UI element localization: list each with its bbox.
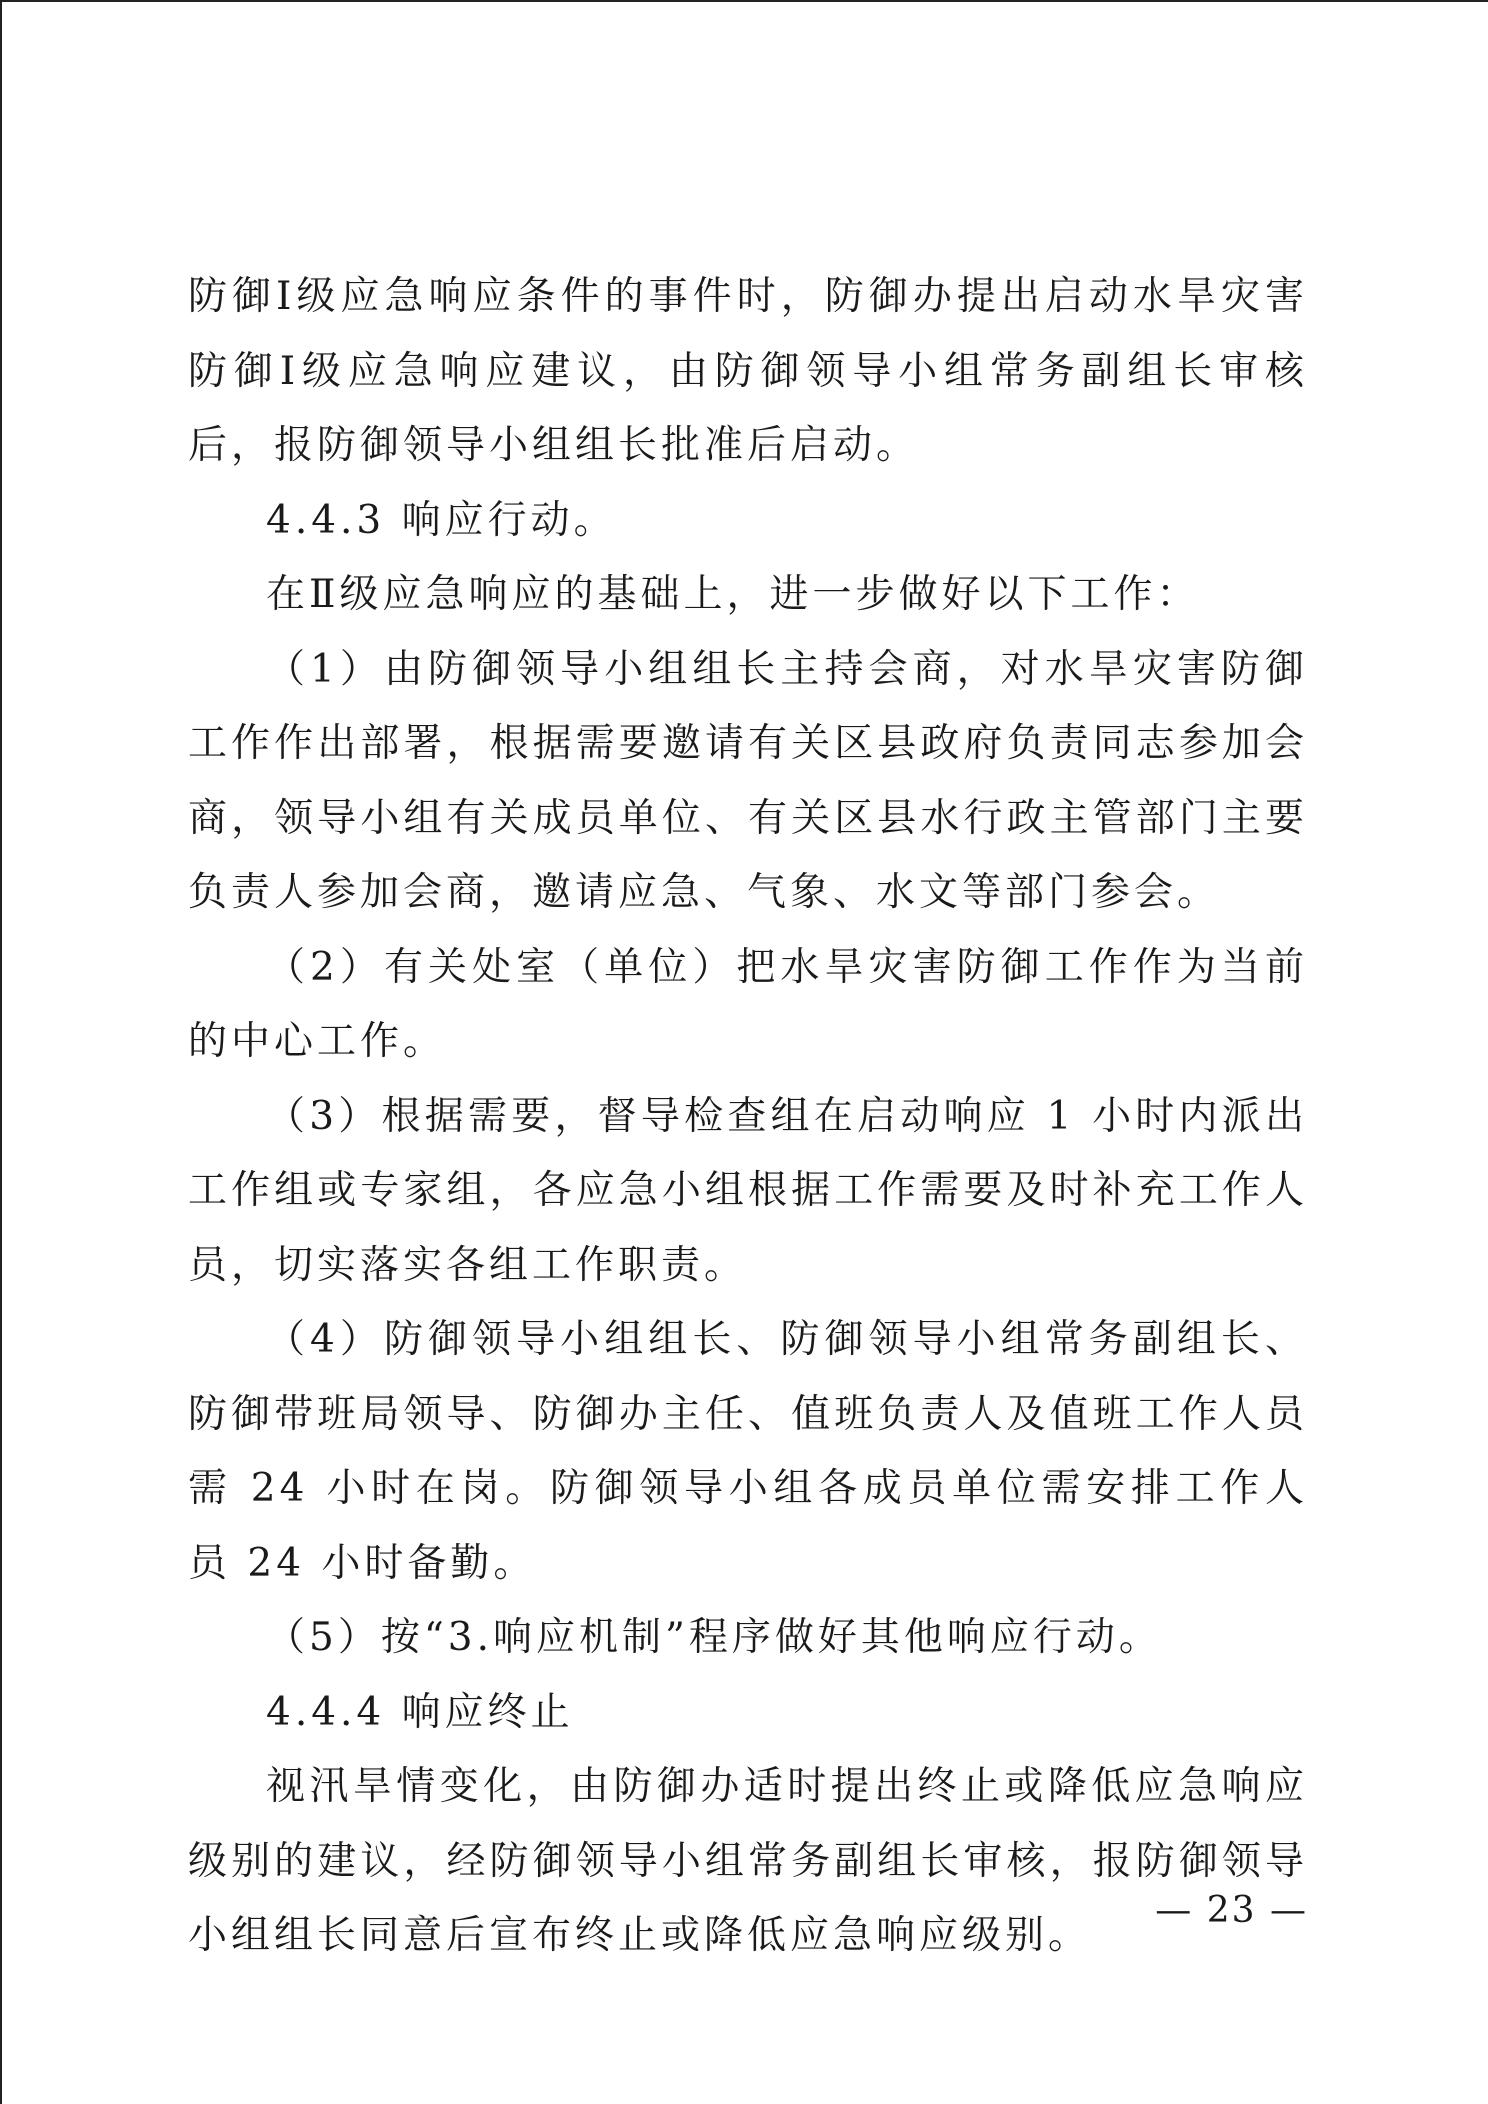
paragraph-item-5: （5）按“3.响应机制”程序做好其他响应行动。 [266,1615,1162,1660]
paragraph-item-4: （4）防御领导小组组长、防御领导小组常务副组长、防御带班局领导、防御办主任、值班负责人及值班工作人员需 24 小时在岗。防御领导小组各成员单位需安排工作人员 24 小时备勤。 [188,1317,1308,1586]
paragraph-continuation: 防御Ⅰ级应急响应条件的事件时，防御办提出启动水旱灾害防御Ⅰ级应急响应建议，由防御领导小组常务副组长审核后，报防御领导小组组长批准后启动。 [188,274,1308,468]
document-body [188,260,1308,1974]
section-heading-4-4-3: 4.4.3 响应行动。 [266,497,617,543]
page-number: — 23 — [1155,1890,1308,1931]
paragraph-item-3: （3）根据需要，督导检查组在启动响应 1 小时内派出工作组或专家组，各应急小组根据工作需要及时补充工作人员，切实落实各组工作职责。 [188,1093,1308,1288]
paragraph-intro: 在Ⅱ级应急响应的基础上，进一步做好以下工作： [266,572,1200,617]
paragraph-item-2: （2）有关处室（单位）把水旱灾害防御工作作为当前的中心工作。 [188,944,1308,1064]
paragraph-termination: 视汛旱情变化，由防御办适时提出终止或降低应急响应级别的建议，经防御领导小组常务副组长审核，报防御领导小组组长同意后宣布终止或降低应急响应级别。 [188,1764,1308,1958]
paragraph-item-1: （1）由防御领导小组组长主持会商，对水旱灾害防御工作作出部署，根据需要邀请有关区县政府负责同志参加会商，领导小组有关成员单位、有关区县水行政主管部门主要负责人参加会商，邀请应急、气象、水文等部门参会。 [188,646,1308,915]
section-heading-4-4-4: 4.4.4 响应终止 [266,1689,574,1735]
